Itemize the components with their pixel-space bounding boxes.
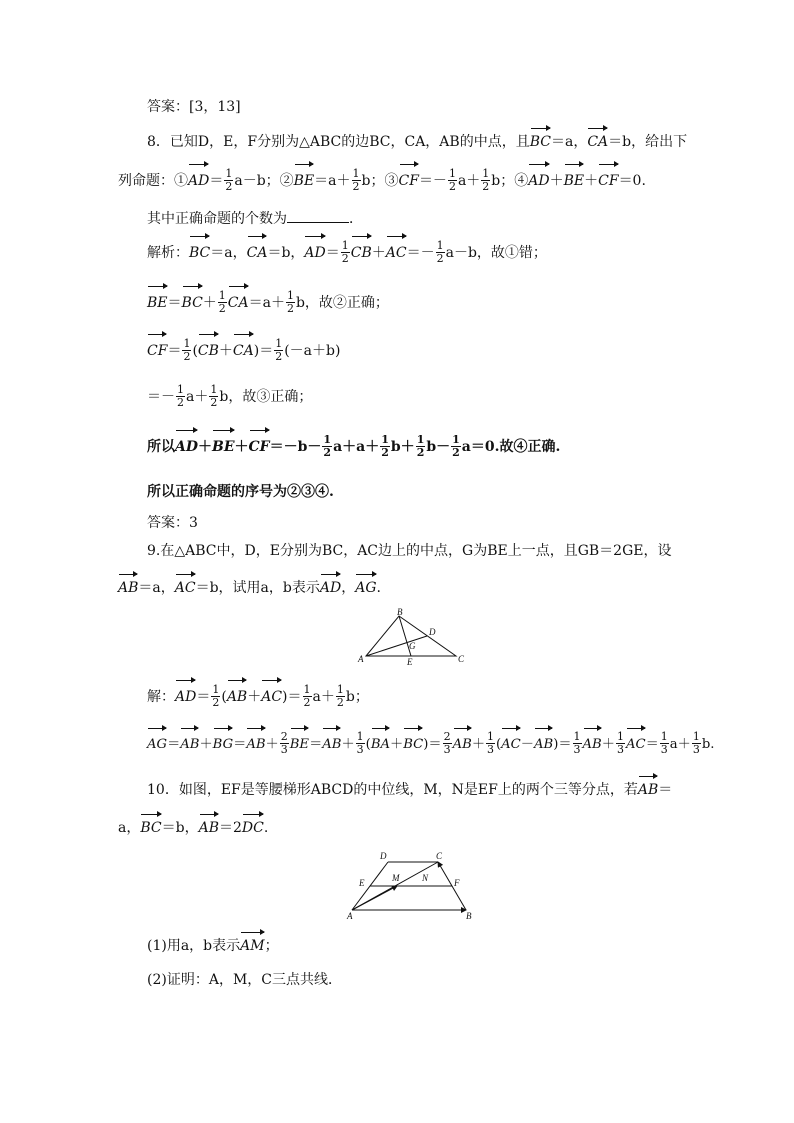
q8-line1: 8．已知D，E，F分别为△ABC的边BC，CA，AB的中点，且BC＝a，CA＝b，给出下 <box>147 134 688 150</box>
segment-ad <box>366 636 427 656</box>
q10-part2: (2)证明：A，M，C三点共线． <box>147 972 342 988</box>
trapezoid-figure <box>342 848 478 922</box>
label-d: D <box>429 627 436 637</box>
segment-am <box>352 886 397 910</box>
q10-line2: a，BC＝b，AB＝2DC. <box>118 820 269 836</box>
q8-solution-4: ＝－ $\frac{1}{2}$ a＋ $\frac{1}{2}$ b，故③正确； <box>147 382 313 409</box>
label-c: C <box>458 654 465 664</box>
q8-answer: 答案：3 <box>147 515 198 531</box>
label-a: A <box>347 911 353 921</box>
q10-line1: 10．如图，EF是等腰梯形ABCD的中位线，M，N是EF上的两个三等分点，若AB＝ <box>147 782 673 798</box>
q8-solution-5: 所以AD＋BE＋CF＝－b－ $\frac{1}{2}$ a＋a＋ $\frac{1}{2}$ b＋ $\frac{1}{2}$ b－ $\frac{1}{2}$ a＝0.故④正确. <box>147 432 561 459</box>
label-n: N <box>422 873 429 883</box>
label-c: C <box>436 851 443 861</box>
answer-blank <box>287 208 349 223</box>
label-a: A <box>358 654 364 664</box>
q9-line2: AB＝a，AC＝b，试用a，b表示AD，AG. <box>118 580 381 596</box>
q8-solution-1: 解析：BC＝a，CA＝b，AD＝ $\frac{1}{2}$ CB＋AC＝－ $\frac{1}{2}$ a－b，故①错； <box>147 238 547 265</box>
triangle-figure <box>356 606 468 668</box>
label-b: B <box>466 911 472 921</box>
label-e: E <box>359 878 365 888</box>
q10-part1: (1)用a，b表示AM； <box>147 938 279 954</box>
label-e: E <box>407 657 413 667</box>
q9-solution-2: AG＝AB＋BG＝AB＋ $\frac{2}{3}$ BE＝AB＋ $\frac{1}{3}$ (BA＋BC)＝ $\frac{2}{3}$ AB＋ $\frac{1}{3}$ (AC－AB)＝ $\frac{1}{3}$ AB＋ $\frac{1}{3}$ AC＝ $\frac{1}{3}$ a＋ $\frac{1}{3}$ b. <box>147 730 715 756</box>
answer-7: 答案：[3，13] <box>147 99 241 115</box>
label-d: D <box>380 851 387 861</box>
label-g: G <box>409 641 416 651</box>
label-m: M <box>392 873 400 883</box>
q8-solution-2: BE＝BC＋ $\frac{1}{2}$ CA＝a＋ $\frac{1}{2}$ b，故②正确； <box>147 288 389 315</box>
q8-solution-3: CF＝ $\frac{1}{2}$ (CB＋CA)＝ $\frac{1}{2}$ (－a＋b) <box>147 336 341 363</box>
q8-solution-6: 所以正确命题的序号为②③④. <box>147 484 334 500</box>
label-f: F <box>454 878 460 888</box>
q9-line1: 9.在△ABC中，D，E分别为BC，AC边上的中点，G为BE上一点，且GB＝2GE，设 <box>147 543 672 559</box>
label-b: B <box>397 607 403 617</box>
q8-blank-line: 其中正确命题的个数为 ． <box>147 208 363 229</box>
q9-solution-1: 解：AD＝ $\frac{1}{2}$ (AB＋AC)＝ $\frac{1}{2}$ a＋ $\frac{1}{2}$ b； <box>147 682 369 709</box>
q8-line2: 列命题：①AD＝ $\frac{1}{2}$ a－b；②BE＝a＋ $\frac{1}{2}$ b；③CF＝－ $\frac{1}{2}$ a＋ $\frac{1}{2}$ b；④AD＋BE＋CF＝0. <box>118 166 646 193</box>
